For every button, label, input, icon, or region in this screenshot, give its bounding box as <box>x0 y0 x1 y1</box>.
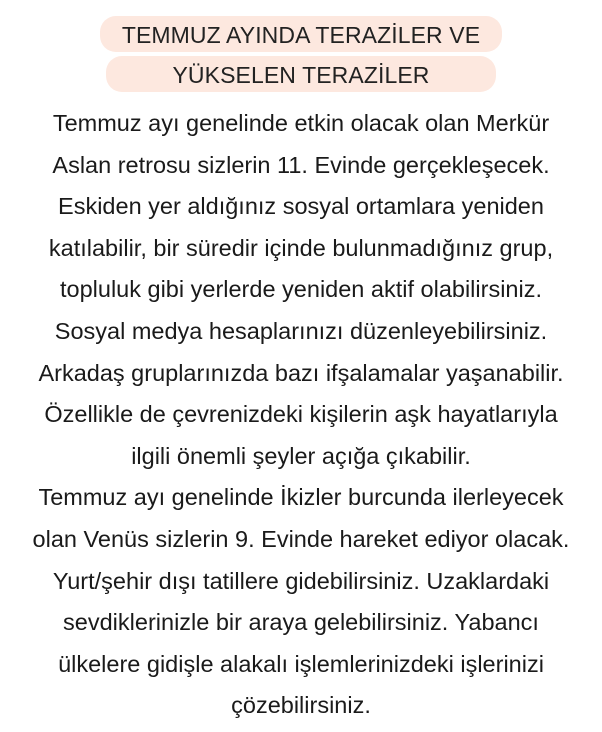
heading-line-1: TEMMUZ AYINDA TERAZİLER VE <box>100 16 502 52</box>
heading <box>0 16 602 88</box>
body-line: Temmuz ayı genelinde etkin olacak olan Merkür <box>52 110 550 136</box>
heading-line-2: YÜKSELEN TERAZİLER <box>106 56 495 92</box>
body-line: Yurt/şehir dışı tatillere gidebilirsiniz. Uzaklardaki <box>52 567 550 594</box>
body-line: Özellikle de çevrenizdeki kişilerin aşk hayatlarıyla <box>44 401 558 428</box>
body-line: topluluk gibi yerlerde yeniden aktif olabilirsiniz. <box>59 276 542 303</box>
body-line: Sosyal medya hesaplarınızı düzenleyebilirsiniz. <box>54 317 548 344</box>
body-line: Arkadaş gruplarınızda bazı ifşalamalar yaşanabilir. <box>38 359 564 386</box>
body-line: ülkelere gidişle alakalı işlemlerinizdeki işlerinizi <box>58 650 544 677</box>
body-line: çözebilirsiniz. <box>231 692 371 719</box>
body-line: ilgili önemli şeyler açığa çıkabilir. <box>131 442 471 469</box>
body-line: sevdiklerinizle bir araya gelebilirsiniz. Yabancı <box>63 609 539 636</box>
body-line: Aslan retrosu sizlerin 11. Evinde gerçekleşecek. <box>52 151 550 178</box>
body-paragraph <box>0 103 602 727</box>
body-line: olan Venüs sizlerin 9. Evinde hareket ediyor olacak. <box>32 525 570 552</box>
body-line: Temmuz ayı genelinde İkizler burcunda ilerleyecek <box>38 484 564 511</box>
body-line: Eskiden yer aldığınız sosyal ortamlara yeniden <box>58 193 544 220</box>
body-line: katılabilir, bir süredir içinde bulunmadığınız grup, <box>48 234 554 261</box>
